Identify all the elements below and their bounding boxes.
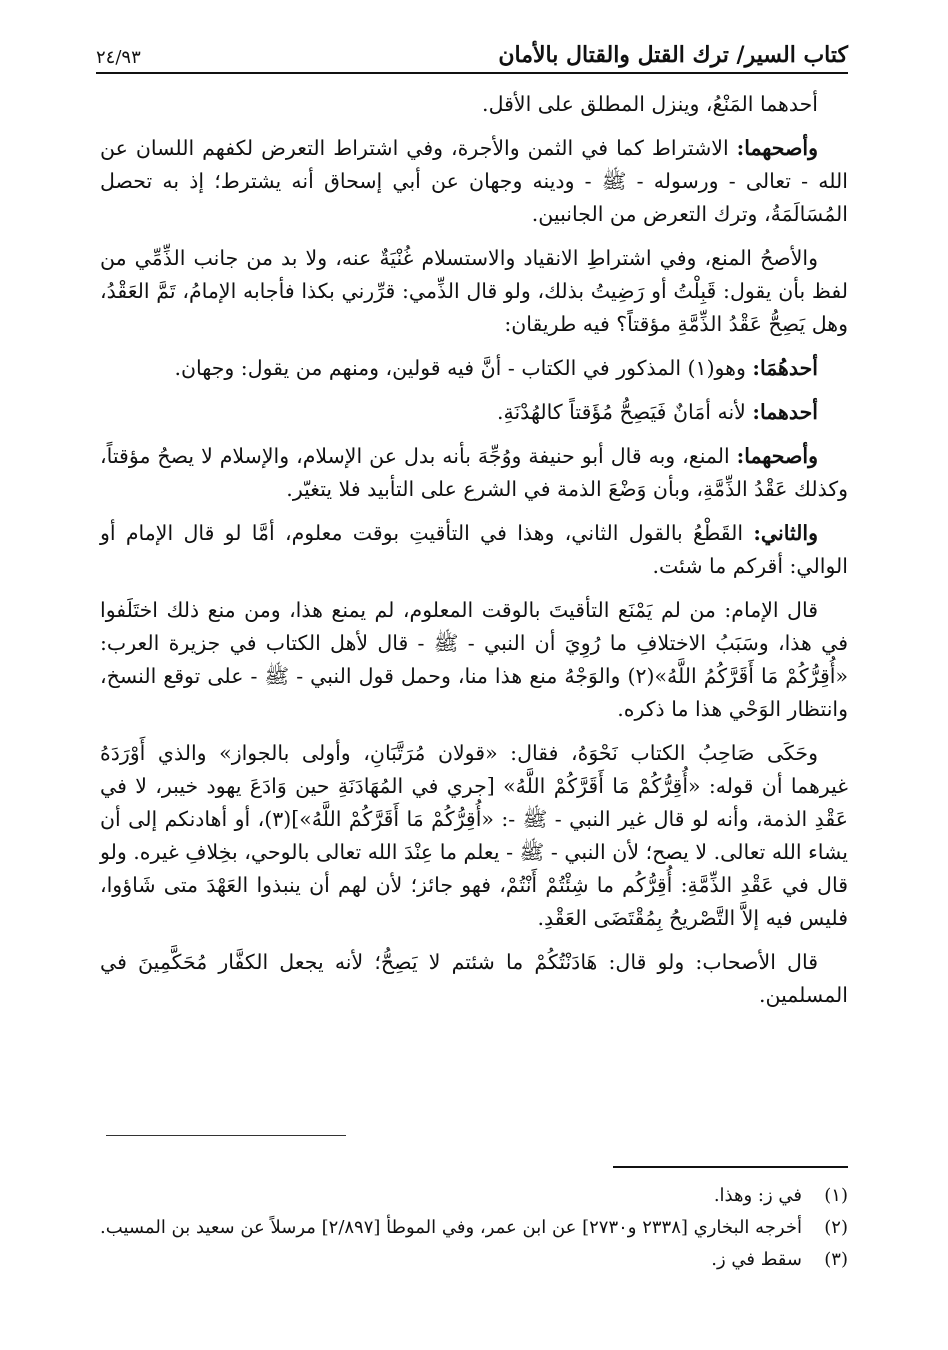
footnote (100, 1212, 848, 1244)
paragraph-lead: أحدهما: (752, 400, 818, 424)
paragraph-text: قال الإمام: من لم يَمْنَع التأقيتَ بالوقت المعلوم، لم يمنع هذا، ومن منع ذلك اختَلَفوا في هذا، وسَبَبُ الاختلافِ ما رُوِيَ أن النبي - ﷺ - قال لأهل الكتاب في جزيرة العرب: «أُقِرُّكُمْ مَا أَقَرَّكُمُ اللَّهُ»(٢) والوَجْهُ منع هذا منا، وحمل قول النبي - ﷺ - على توقع النسخ، وانتظار الوَحْي هذا ما ذكره. (100, 598, 848, 721)
main-text (100, 88, 848, 1023)
footnote-number: (١) (824, 1185, 848, 1206)
paragraph (100, 517, 848, 583)
paragraph (100, 352, 848, 385)
left-footnote-rule (106, 1135, 346, 1136)
paragraph (100, 594, 848, 726)
footnote (100, 1244, 848, 1276)
paragraph (100, 242, 848, 341)
footnote-text: في ز: وهذا. (713, 1185, 802, 1206)
paragraph-text: أحدهما المَنْعُ، وينزل المطلق على الأقل. (482, 92, 818, 116)
footnote-number: (٢) (824, 1217, 848, 1238)
footnotes (100, 1180, 848, 1276)
page-number: ٢٤/٩٣ (96, 47, 141, 68)
paragraph-text: لأنه أمَانٌ فَيَصِحُّ مُؤَقتاً كالهُدْنَةِ. (496, 400, 753, 424)
paragraph-lead: وأصحهما: (736, 136, 818, 160)
paragraph (100, 737, 848, 935)
paragraph (100, 396, 848, 429)
running-title: كتاب السير/ ترك القتل والقتال بالأمان (498, 42, 848, 68)
paragraph-lead: والثاني: (753, 521, 818, 545)
footnote-text: سقط في ز. (711, 1249, 802, 1270)
paragraph (100, 440, 848, 506)
paragraph-lead: أحدهُمَا: (752, 356, 818, 380)
page-header (96, 40, 848, 74)
footnote-text: أخرجه البخاري [٢٣٣٨ و٢٧٣٠] عن ابن عمر، وفي الموطأ [٢/٨٩٧] مرسلاً عن سعيد بن المسيب. (100, 1217, 802, 1238)
paragraph-text: وهو(١) المذكور في الكتاب - أنَّ فيه قولين، ومنهم من يقول: وجهان. (174, 356, 753, 380)
paragraph-text: القَطْعُ بالقول الثاني، وهذا في التأقيتِ بوقت معلوم، أمَّا لو قال الإمام أو الوالي: أقركم ما شئت. (100, 521, 848, 578)
footnote (100, 1180, 848, 1212)
paragraph-text: قال الأصحاب: ولو قال: هَادَنْتُكُمْ ما شئتم لا يَصِحُّ؛ لأنه يجعل الكفَّار مُحَكَّمِينَ في المسلمين. (100, 950, 848, 1007)
paragraph-lead: وأصحهما: (736, 444, 818, 468)
paragraph (100, 88, 848, 121)
paragraph (100, 946, 848, 1012)
footnote-rule (613, 1166, 848, 1168)
paragraph-text: وحَكَى صَاحِبُ الكتاب نَحْوَهُ، فقال: «قولان مُرَتَّبَانِ، وأولى بالجواز» والذي أَوْرَدَهُ غيرهما أن قوله: «أُقِرُّكُمْ مَا أَقَرَّكُمْ اللَّهُ» [جري في المُهَادَنَةِ حين وَادَعَ يهود خيبر، لا في عَقْدِ الذمة، وأنه لو قال غير النبي - ﷺ -: «أُقِرُّكُمْ مَا أَقَرَّكُمْ اللَّهُ»](٣)، أو أهادنكم إلى أن يشاء الله تعالى. لا يصح؛ لأن النبي - ﷺ - يعلم ما عِنْدَ الله تعالى بالوحي، بخِلافِ غيره. ولو قال في عَقْدِ الذِّمَّةِ: أُقِرُّكُم ما شِئْتُمْ أَنْتُمْ، فهو جائز؛ لأن لهم أن ينبذوا العَهْدَ متى شَاؤوا، فليس فيه إلاَّ التَّصْريحُ بِمُقْتَضَى العَقْدِ. (100, 741, 848, 930)
paragraph-text: المنع، وبه قال أبو حنيفة ووُجِّهَ بأنه بدل عن الإسلام، والإسلام لا يصحُ مؤقتاً، وكذلك عَقْدُ الذِّمَّةِ، وبأن وَضْعَ الذمة في الشرع على التأبيد فلا يتغيّر. (100, 444, 848, 501)
paragraph (100, 132, 848, 231)
paragraph-text: والأصحُ المنع، وفي اشتراطِ الانقياد والاستسلام غُنْيَةٌ عنه، ولا بد من جانب الذِّمِّي من لفظ بأن يقول: قَبِلْتُ أو رَضِيتُ بذلك، ولو قال الذِّمي: قرِّرني بكذا فأجابه الإمامُ، تَمَّ العَقْدُ، وهل يَصِحُّ عَقْدُ الذِّمَّةِ مؤقتاً؟ فيه طريقان: (100, 246, 848, 336)
footnote-number: (٣) (824, 1249, 848, 1270)
paragraph-text: الاشتراط كما في الثمن والأجرة، وفي اشتراط التعرض لكفهم اللسان عن الله - تعالى - ورسوله - ﷺ - ودينه وجهان عن أبي إسحاق أنه يشترط؛ إذ به تحصل المُسَالَمَةُ، وترك التعرض من الجانبين. (100, 136, 848, 226)
